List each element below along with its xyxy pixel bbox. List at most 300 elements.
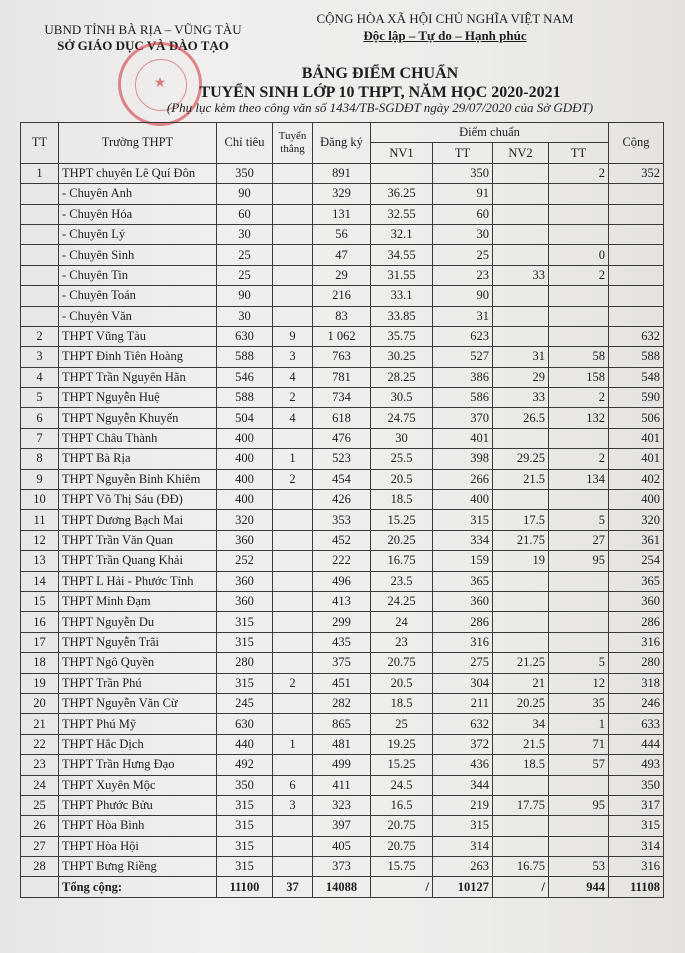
row-tt: 4 [21,367,59,387]
row-direct: 4 [273,367,313,387]
row-school: THPT Phú Mỹ [59,714,217,734]
row-tt2 [549,224,609,244]
row-quota: 315 [217,795,273,815]
row-nv1: 28.25 [371,367,433,387]
row-direct: 6 [273,775,313,795]
row-tt1: 527 [433,347,493,367]
row-tt: 5 [21,388,59,408]
row-tt: 10 [21,490,59,510]
row-tt2 [549,571,609,591]
row-registered: 83 [313,306,371,326]
row-total: 350 [609,775,664,795]
row-total: 254 [609,551,664,571]
row-nv1: 16.5 [371,795,433,815]
row-nv2 [493,224,549,244]
row-tt2 [549,775,609,795]
row-nv1: 24.5 [371,775,433,795]
col-header-cutoff: Điểm chuẩn [371,123,609,143]
row-registered: 405 [313,836,371,856]
row-direct: 9 [273,326,313,346]
table-row [21,428,664,448]
total-sum: 11108 [609,877,664,897]
row-tt2: 95 [549,795,609,815]
row-nv1: 20.75 [371,816,433,836]
row-tt2: 0 [549,245,609,265]
row-direct [273,755,313,775]
row-tt: 25 [21,795,59,815]
row-nv2 [493,490,549,510]
row-school: THPT Nguyễn Văn Cừ [59,693,217,713]
row-nv1: 36.25 [371,184,433,204]
row-school: THPT Phước Bửu [59,795,217,815]
row-nv2 [493,571,549,591]
row-nv2: 21 [493,673,549,693]
row-school: THPT L Hải - Phước Tỉnh [59,571,217,591]
row-nv1: 15.75 [371,857,433,877]
row-tt2 [549,816,609,836]
row-tt: 8 [21,449,59,469]
row-school: THPT Minh Đạm [59,591,217,611]
row-school: THPT Nguyễn Bỉnh Khiêm [59,469,217,489]
row-quota: 25 [217,265,273,285]
table-body [21,163,664,897]
row-tt1: 315 [433,510,493,530]
row-tt1: 60 [433,204,493,224]
row-total: 632 [609,326,664,346]
row-school: THPT Nguyễn Du [59,612,217,632]
row-tt1: 586 [433,388,493,408]
total-row [21,877,664,897]
row-nv1: 33.1 [371,286,433,306]
row-tt2: 2 [549,388,609,408]
row-direct [273,184,313,204]
title-line-2: TUYỂN SINH LỚP 10 THPT, NĂM HỌC 2020-2021 [199,84,561,101]
row-total [609,265,664,285]
row-direct [273,591,313,611]
row-nv1: 15.25 [371,510,433,530]
row-tt1: 400 [433,490,493,510]
total-nv2: / [493,877,549,897]
row-nv1 [371,163,433,183]
table-row [21,245,664,265]
row-school: - Chuyên Toán [59,286,217,306]
row-nv1: 19.25 [371,734,433,754]
issuer-line-2: SỞ GIÁO DỤC VÀ ĐÀO TẠO [57,38,229,53]
row-tt: 1 [21,163,59,183]
row-nv2 [493,591,549,611]
row-direct [273,653,313,673]
row-quota: 504 [217,408,273,428]
row-registered: 411 [313,775,371,795]
row-tt2: 53 [549,857,609,877]
row-school: THPT Xuyên Mộc [59,775,217,795]
row-tt [21,306,59,326]
row-tt: 2 [21,326,59,346]
row-quota: 400 [217,469,273,489]
row-tt1: 623 [433,326,493,346]
row-nv2: 20.25 [493,693,549,713]
row-nv2: 16.75 [493,857,549,877]
row-registered: 216 [313,286,371,306]
row-nv1: 20.5 [371,673,433,693]
col-header-registered: Đăng ký [313,123,371,164]
row-tt: 18 [21,653,59,673]
row-quota: 315 [217,836,273,856]
row-direct [273,612,313,632]
row-nv2 [493,184,549,204]
row-direct [273,428,313,448]
row-registered: 397 [313,816,371,836]
table-row [21,286,664,306]
row-tt: 20 [21,693,59,713]
row-tt1: 266 [433,469,493,489]
col-header-tt2: TT [549,143,609,163]
row-registered: 481 [313,734,371,754]
row-tt: 6 [21,408,59,428]
row-tt1: 360 [433,591,493,611]
row-nv1: 25 [371,714,433,734]
row-direct: 2 [273,673,313,693]
row-total [609,184,664,204]
row-school: THPT Trần Phú [59,673,217,693]
row-tt1: 344 [433,775,493,795]
row-total: 402 [609,469,664,489]
row-nv2 [493,816,549,836]
col-header-nv2: NV2 [493,143,549,163]
row-tt1: 286 [433,612,493,632]
row-tt2: 1 [549,714,609,734]
table-row [21,265,664,285]
row-tt2 [549,204,609,224]
row-direct [273,836,313,856]
row-quota: 30 [217,224,273,244]
row-direct: 2 [273,388,313,408]
table-row [21,775,664,795]
row-total: 316 [609,857,664,877]
document-subtitle: (Phụ lục kèm theo công văn số 1434/TB-SGDĐT ngày 29/07/2020 của Sở GDĐT) [166,100,594,115]
col-header-tt: TT [21,123,59,164]
row-nv2 [493,163,549,183]
row-nv2 [493,245,549,265]
row-nv1: 18.5 [371,490,433,510]
row-school: - Chuyên Tin [59,265,217,285]
col-header-nv1: NV1 [371,143,433,163]
row-nv2 [493,286,549,306]
row-tt [21,245,59,265]
row-tt1: 263 [433,857,493,877]
row-tt: 12 [21,530,59,550]
row-school: THPT Hòa Hội [59,836,217,856]
row-school: THPT Bưng Riềng [59,857,217,877]
row-tt1: 372 [433,734,493,754]
row-tt: 17 [21,632,59,652]
row-direct [273,714,313,734]
row-tt1: 386 [433,367,493,387]
row-total: 360 [609,591,664,611]
row-school: THPT Trần Nguyên Hãn [59,367,217,387]
table-row [21,714,664,734]
row-registered: 323 [313,795,371,815]
row-nv1: 23.5 [371,571,433,591]
row-nv1: 18.5 [371,693,433,713]
row-quota: 25 [217,245,273,265]
row-school: THPT Dương Bạch Mai [59,510,217,530]
row-tt1: 31 [433,306,493,326]
row-direct: 2 [273,469,313,489]
row-nv2: 21.75 [493,530,549,550]
row-registered: 618 [313,408,371,428]
row-total: 588 [609,347,664,367]
row-tt2: 2 [549,163,609,183]
row-nv2 [493,326,549,346]
row-total: 506 [609,408,664,428]
row-registered: 29 [313,265,371,285]
total-tt2: 944 [549,877,609,897]
row-tt2: 35 [549,693,609,713]
row-quota: 320 [217,510,273,530]
row-nv2: 29.25 [493,449,549,469]
row-school: THPT Hắc Dịch [59,734,217,754]
row-school: - Chuyên Văn [59,306,217,326]
row-tt2: 158 [549,367,609,387]
row-nv1: 30 [371,428,433,448]
row-quota: 400 [217,428,273,448]
row-nv2: 21.25 [493,653,549,673]
row-school: THPT Võ Thị Sáu (ĐĐ) [59,490,217,510]
row-nv1: 24 [371,612,433,632]
row-tt: 7 [21,428,59,448]
row-quota: 315 [217,632,273,652]
row-tt2: 12 [549,673,609,693]
row-tt2: 132 [549,408,609,428]
row-nv1: 20.75 [371,653,433,673]
row-school: THPT Trần Quang Khải [59,551,217,571]
row-nv2: 34 [493,714,549,734]
col-header-total: Cộng [609,123,664,164]
row-tt2 [549,184,609,204]
row-registered: 47 [313,245,371,265]
table-row [21,673,664,693]
row-direct [273,571,313,591]
row-registered: 373 [313,857,371,877]
row-total: 365 [609,571,664,591]
row-nv2 [493,632,549,652]
col-header-tt1: TT [433,143,493,163]
row-nv2 [493,612,549,632]
row-nv1: 34.55 [371,245,433,265]
table-row [21,184,664,204]
row-tt [21,204,59,224]
table-row [21,224,664,244]
row-quota: 30 [217,306,273,326]
national-motto: Độc lập – Tự do – Hạnh phúc [363,28,527,43]
row-quota: 90 [217,286,273,306]
row-nv1: 30.5 [371,388,433,408]
row-nv1: 16.75 [371,551,433,571]
row-quota: 252 [217,551,273,571]
row-total: 318 [609,673,664,693]
row-quota: 60 [217,204,273,224]
row-total: 590 [609,388,664,408]
row-registered: 426 [313,490,371,510]
row-registered: 523 [313,449,371,469]
row-nv2: 29 [493,367,549,387]
row-registered: 299 [313,612,371,632]
row-tt1: 350 [433,163,493,183]
row-nv1: 20.75 [371,836,433,856]
row-nv1: 24.25 [371,591,433,611]
row-tt: 23 [21,755,59,775]
row-school: THPT Ngô Quyền [59,653,217,673]
row-tt1: 632 [433,714,493,734]
row-tt: 27 [21,836,59,856]
table-row [21,571,664,591]
row-nv1: 32.1 [371,224,433,244]
row-school: THPT chuyên Lê Quí Đôn [59,163,217,183]
row-registered: 476 [313,428,371,448]
row-registered: 329 [313,184,371,204]
row-tt1: 365 [433,571,493,591]
row-tt1: 315 [433,816,493,836]
row-nv1: 25.5 [371,449,433,469]
total-label: Tổng cộng: [59,877,217,897]
row-direct: 3 [273,795,313,815]
row-registered: 222 [313,551,371,571]
row-nv2 [493,836,549,856]
table-row [21,816,664,836]
row-total: 316 [609,632,664,652]
row-nv2: 18.5 [493,755,549,775]
row-school: THPT Đinh Tiên Hoàng [59,347,217,367]
row-direct [273,632,313,652]
row-registered: 452 [313,530,371,550]
row-direct [273,551,313,571]
row-tt2: 95 [549,551,609,571]
row-tt2 [549,306,609,326]
row-school: THPT Trần Hưng Đạo [59,755,217,775]
row-direct [273,265,313,285]
row-tt: 16 [21,612,59,632]
row-total: 246 [609,693,664,713]
row-total: 444 [609,734,664,754]
row-tt: 26 [21,816,59,836]
row-tt: 21 [21,714,59,734]
table-row [21,612,664,632]
row-tt1: 370 [433,408,493,428]
row-tt1: 90 [433,286,493,306]
row-quota: 440 [217,734,273,754]
national-line-1: CỘNG HÒA XÃ HỘI CHỦ NGHĨA VIỆT NAM [316,11,574,26]
row-school: THPT Nguyễn Trãi [59,632,217,652]
table-row [21,204,664,224]
row-registered: 56 [313,224,371,244]
row-total: 280 [609,653,664,673]
row-registered: 1 062 [313,326,371,346]
row-registered: 454 [313,469,371,489]
row-total [609,204,664,224]
row-nv2: 33 [493,388,549,408]
row-registered: 375 [313,653,371,673]
row-registered: 499 [313,755,371,775]
row-school: THPT Trần Văn Quan [59,530,217,550]
row-registered: 131 [313,204,371,224]
cutoff-score-table [20,122,664,898]
row-tt2 [549,591,609,611]
row-tt: 9 [21,469,59,489]
row-nv1: 20.5 [371,469,433,489]
national-header [300,10,590,44]
row-quota: 315 [217,673,273,693]
row-tt [21,224,59,244]
row-school: THPT Nguyễn Huệ [59,388,217,408]
row-tt1: 23 [433,265,493,285]
row-registered: 413 [313,591,371,611]
row-school: THPT Hòa Bình [59,816,217,836]
table-row [21,795,664,815]
row-tt2 [549,632,609,652]
issuer-line-1: UBND TỈNH BÀ RỊA – VŨNG TÀU [44,22,242,37]
row-tt2: 5 [549,510,609,530]
row-total: 400 [609,490,664,510]
row-registered: 891 [313,163,371,183]
table-row [21,326,664,346]
row-nv1: 33.85 [371,306,433,326]
row-school: - Chuyên Sinh [59,245,217,265]
table-row [21,755,664,775]
row-tt1: 304 [433,673,493,693]
table-row [21,490,664,510]
row-quota: 588 [217,388,273,408]
table-row [21,449,664,469]
row-nv2 [493,428,549,448]
row-total: 633 [609,714,664,734]
row-nv2: 21.5 [493,734,549,754]
row-direct [273,163,313,183]
row-quota: 546 [217,367,273,387]
row-tt1: 316 [433,632,493,652]
row-direct: 4 [273,408,313,428]
row-quota: 492 [217,755,273,775]
row-total: 286 [609,612,664,632]
row-total [609,245,664,265]
row-direct: 1 [273,734,313,754]
seal-star-icon: ★ [153,75,167,91]
row-quota: 588 [217,347,273,367]
row-tt: 22 [21,734,59,754]
row-quota: 360 [217,591,273,611]
row-tt: 13 [21,551,59,571]
row-total: 493 [609,755,664,775]
row-tt: 3 [21,347,59,367]
col-header-school: Trường THPT [59,123,217,164]
row-tt1: 334 [433,530,493,550]
row-tt1: 436 [433,755,493,775]
row-direct [273,204,313,224]
row-direct [273,530,313,550]
row-tt1: 314 [433,836,493,856]
row-nv1: 32.55 [371,204,433,224]
row-tt2 [549,326,609,346]
table-row [21,551,664,571]
row-nv2 [493,775,549,795]
table-row [21,469,664,489]
row-nv2: 26.5 [493,408,549,428]
row-nv2: 17.75 [493,795,549,815]
row-tt1: 275 [433,653,493,673]
row-quota: 360 [217,530,273,550]
row-tt: 11 [21,510,59,530]
row-direct [273,510,313,530]
